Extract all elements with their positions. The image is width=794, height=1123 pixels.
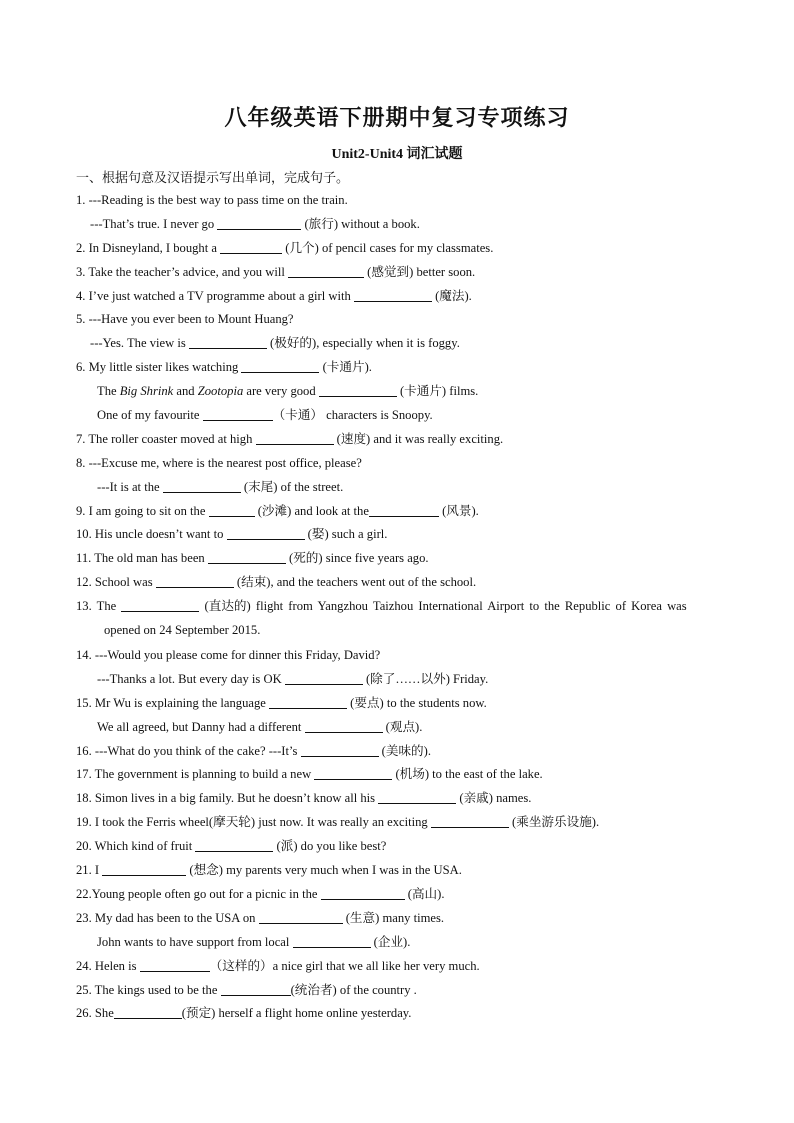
answer-blank[interactable] xyxy=(163,479,241,493)
question-line: The Big Shrink and Zootopia are very good (卡通片) films. xyxy=(97,384,479,399)
question-line: opened on 24 September 2015. xyxy=(104,623,261,638)
answer-blank[interactable] xyxy=(354,288,432,302)
question-line: 6. My little sister likes watching (卡通片). xyxy=(76,360,372,375)
question-line: 2. In Disneyland, I bought a (几个) of pencil cases for my classmates. xyxy=(76,240,494,255)
answer-blank[interactable] xyxy=(241,359,319,373)
answer-blank[interactable] xyxy=(288,264,364,278)
answer-blank[interactable] xyxy=(314,766,392,780)
question-line: 1. ---Reading is the best way to pass time on the train. xyxy=(76,193,348,207)
answer-blank[interactable] xyxy=(293,934,371,948)
question-line: ---Thanks a lot. But every day is OK (除了……以外) Friday. xyxy=(97,671,489,686)
answer-blank[interactable] xyxy=(189,335,267,349)
answer-blank[interactable] xyxy=(321,886,405,900)
answer-blank[interactable] xyxy=(221,982,291,996)
page-title: 八年级英语下册期中复习专项练习 xyxy=(224,105,570,131)
question-line: One of my favourite （卡通） characters is Snoopy. xyxy=(97,408,433,423)
question-line: 18. Simon lives in a big family. But he doesn’t know all his (亲戚) names. xyxy=(76,791,532,806)
question-line: 9. I am going to sit on the (沙滩) and look at the (风景). xyxy=(76,503,479,518)
answer-blank[interactable] xyxy=(195,838,273,852)
question-line: 13. The (直达的) flight from Yangzhou Taizhou International Airport to the Republic of Korea was xyxy=(76,599,687,614)
question-line: 25. The kings used to be the (统治者) of the country . xyxy=(76,982,417,997)
question-line: 12. School was (结束), and the teachers went out of the school. xyxy=(76,575,477,590)
page-subtitle: Unit2-Unit4 词汇试题 xyxy=(331,147,463,162)
answer-blank[interactable] xyxy=(156,574,234,588)
question-line: John wants to have support from local (企业). xyxy=(97,934,411,949)
answer-blank[interactable] xyxy=(208,550,286,564)
answer-blank[interactable] xyxy=(285,671,363,685)
question-line: 4. I’ve just watched a TV programme about a girl with (魔法). xyxy=(76,288,472,303)
question-line: 11. The old man has been (死的) since five years ago. xyxy=(76,551,429,566)
question-line: 3. Take the teacher’s advice, and you will (感觉到) better soon. xyxy=(76,264,476,279)
question-line: 10. His uncle doesn’t want to (娶) such a girl. xyxy=(76,527,388,542)
answer-blank[interactable] xyxy=(209,503,255,517)
question-line: 5. ---Have you ever been to Mount Huang? xyxy=(76,312,294,327)
question-line: 22.Young people often go out for a picnic in the (高山). xyxy=(76,886,445,901)
answer-blank[interactable] xyxy=(269,695,347,709)
answer-blank[interactable] xyxy=(203,407,273,421)
section-heading: 一、根据句意及汉语提示写出单词，完成句子。 xyxy=(76,170,350,185)
answer-blank[interactable] xyxy=(256,431,334,445)
question-line: ---Yes. The view is (极好的), especially when it is foggy. xyxy=(90,336,460,351)
answer-blank[interactable] xyxy=(102,862,186,876)
question-line: ---That’s true. I never go (旅行) without a book. xyxy=(90,216,420,231)
answer-blank[interactable] xyxy=(301,743,379,757)
question-line: 23. My dad has been to the USA on (生意) many times. xyxy=(76,910,445,925)
question-line: 19. I took the Ferris wheel(摩天轮) just now. It was really an exciting (乘坐游乐设施). xyxy=(76,815,600,830)
answer-blank[interactable] xyxy=(227,526,305,540)
answer-blank[interactable] xyxy=(140,958,210,972)
answer-blank[interactable] xyxy=(319,383,397,397)
question-line: 8. ---Excuse me, where is the nearest post office, please? xyxy=(76,455,362,470)
question-line: 15. Mr Wu is explaining the language (要点) to the students now. xyxy=(76,695,487,710)
question-line: 7. The roller coaster moved at high (速度) and it was really exciting. xyxy=(76,431,504,446)
question-list xyxy=(76,189,726,1026)
answer-blank[interactable] xyxy=(431,814,509,828)
answer-blank[interactable] xyxy=(121,598,199,612)
question-line: We all agreed, but Danny had a different (观点). xyxy=(97,719,423,734)
answer-blank[interactable] xyxy=(259,910,343,924)
question-line: ---It is at the (末尾) of the street. xyxy=(97,479,344,494)
answer-blank[interactable] xyxy=(378,790,456,804)
question-line: 21. I (想念) my parents very much when I was in the USA. xyxy=(76,863,462,878)
answer-blank[interactable] xyxy=(369,503,439,517)
question-line: 20. Which kind of fruit (派) do you like best? xyxy=(76,839,387,854)
answer-blank[interactable] xyxy=(217,216,301,230)
answer-blank[interactable] xyxy=(220,240,282,254)
question-line: 26. She (预定) herself a flight home online yesterday. xyxy=(76,1006,412,1021)
answer-blank[interactable] xyxy=(114,1005,182,1019)
question-line: 17. The government is planning to build a new (机场) to the east of the lake. xyxy=(76,767,543,782)
answer-blank[interactable] xyxy=(305,719,383,733)
question-line: 16. ---What do you think of the cake? ---It’s (美味的). xyxy=(76,743,431,758)
question-line: 24. Helen is （这样的）a nice girl that we all like her very much. xyxy=(76,958,480,973)
question-line: 14. ---Would you please come for dinner this Friday, David? xyxy=(76,648,381,663)
